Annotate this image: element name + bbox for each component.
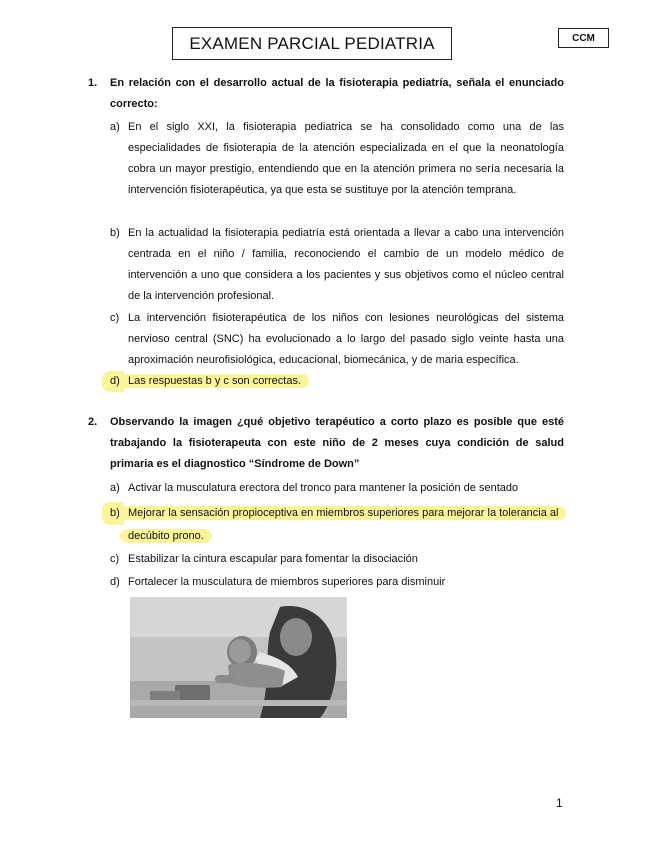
question-2-number: 2. [88,416,98,428]
option-text: En el siglo XXI, la fisioterapia pediatrica se ha consolidado como una de las especialidades de fisioterapia de la atención especializada en el que la neonatología cobra un mayor prestigio, entendiendo que en la atención primera no sería necesaria la intervención fisioterapéutica, ya que esta se sustituye por la atención temprana. [128,121,564,196]
question-1-option-d [110,371,564,392]
option-letter: a) [110,482,120,494]
option-letter: a) [110,121,120,133]
option-letter-highlighted: d) [102,371,124,392]
course-code-badge [558,28,609,48]
page-number: 1 [556,796,563,810]
option-letter-highlighted: b) [102,502,124,525]
option-text: Activar la musculatura erectora del tronco para mantener la posición de sentado [128,482,519,494]
question-2-option-b [110,502,564,548]
option-letter: c) [110,553,120,565]
option-text-highlighted: Mejorar la sensación propioceptiva en miembros superiores para mejorar la tolerancia al decúbito prono. [120,506,566,543]
option-text: En la actualidad la fisioterapia pediatría está orientada a llevar a cabo una intervención centrada en el niño / familia, reconociendo el cambio de un modelo médico de intervención a uno que considera a los pacientes y sus objetivos como el núcleo central de la intervención profesional. [128,227,564,302]
option-letter: d) [110,576,120,588]
question-1-option-c [110,308,564,371]
question-1 [88,73,564,115]
question-2-option-d [110,572,564,593]
photo-therapist-infant-prone-icon [130,597,347,718]
therapy-photo [130,597,347,718]
question-2 [88,412,564,475]
question-2-option-a [110,478,564,499]
option-letter: b) [110,227,120,239]
exam-title [172,27,452,60]
option-text: Fortalecer la musculatura de miembros superiores para disminuir [128,576,446,588]
option-text: Estabilizar la cintura escapular para fomentar la disociación [128,553,418,565]
question-1-number: 1. [88,77,98,89]
option-text: La intervención fisioterapéutica de los niños con lesiones neurológicas del sistema nervioso central (SNC) ha evolucionado a lo largo del pasado siglo veinte hasta una aproximación neurofisiológica, educacional, biomecánica, y de maria específica. [128,312,564,366]
question-1-option-a [110,117,564,201]
option-text-highlighted: Las respuestas b y c son correctas. [120,374,309,388]
course-code-text: CCM [572,32,595,44]
question-2-option-c [110,549,564,570]
question-1-text: En relación con el desarrollo actual de la fisioterapia pediatría, señala el enunciado correcto: [110,77,564,110]
option-letter: c) [110,312,120,324]
exam-title-text: EXAMEN PARCIAL PEDIATRIA [189,33,435,53]
question-1-option-b [110,223,564,307]
question-2-text: Observando la imagen ¿qué objetivo terapéutico a corto plazo es posible que esté trabajando la fisioterapeuta con este niño de 2 meses cuya condición de salud primaria es el diagnostico “Síndrome de Down” [110,416,564,470]
